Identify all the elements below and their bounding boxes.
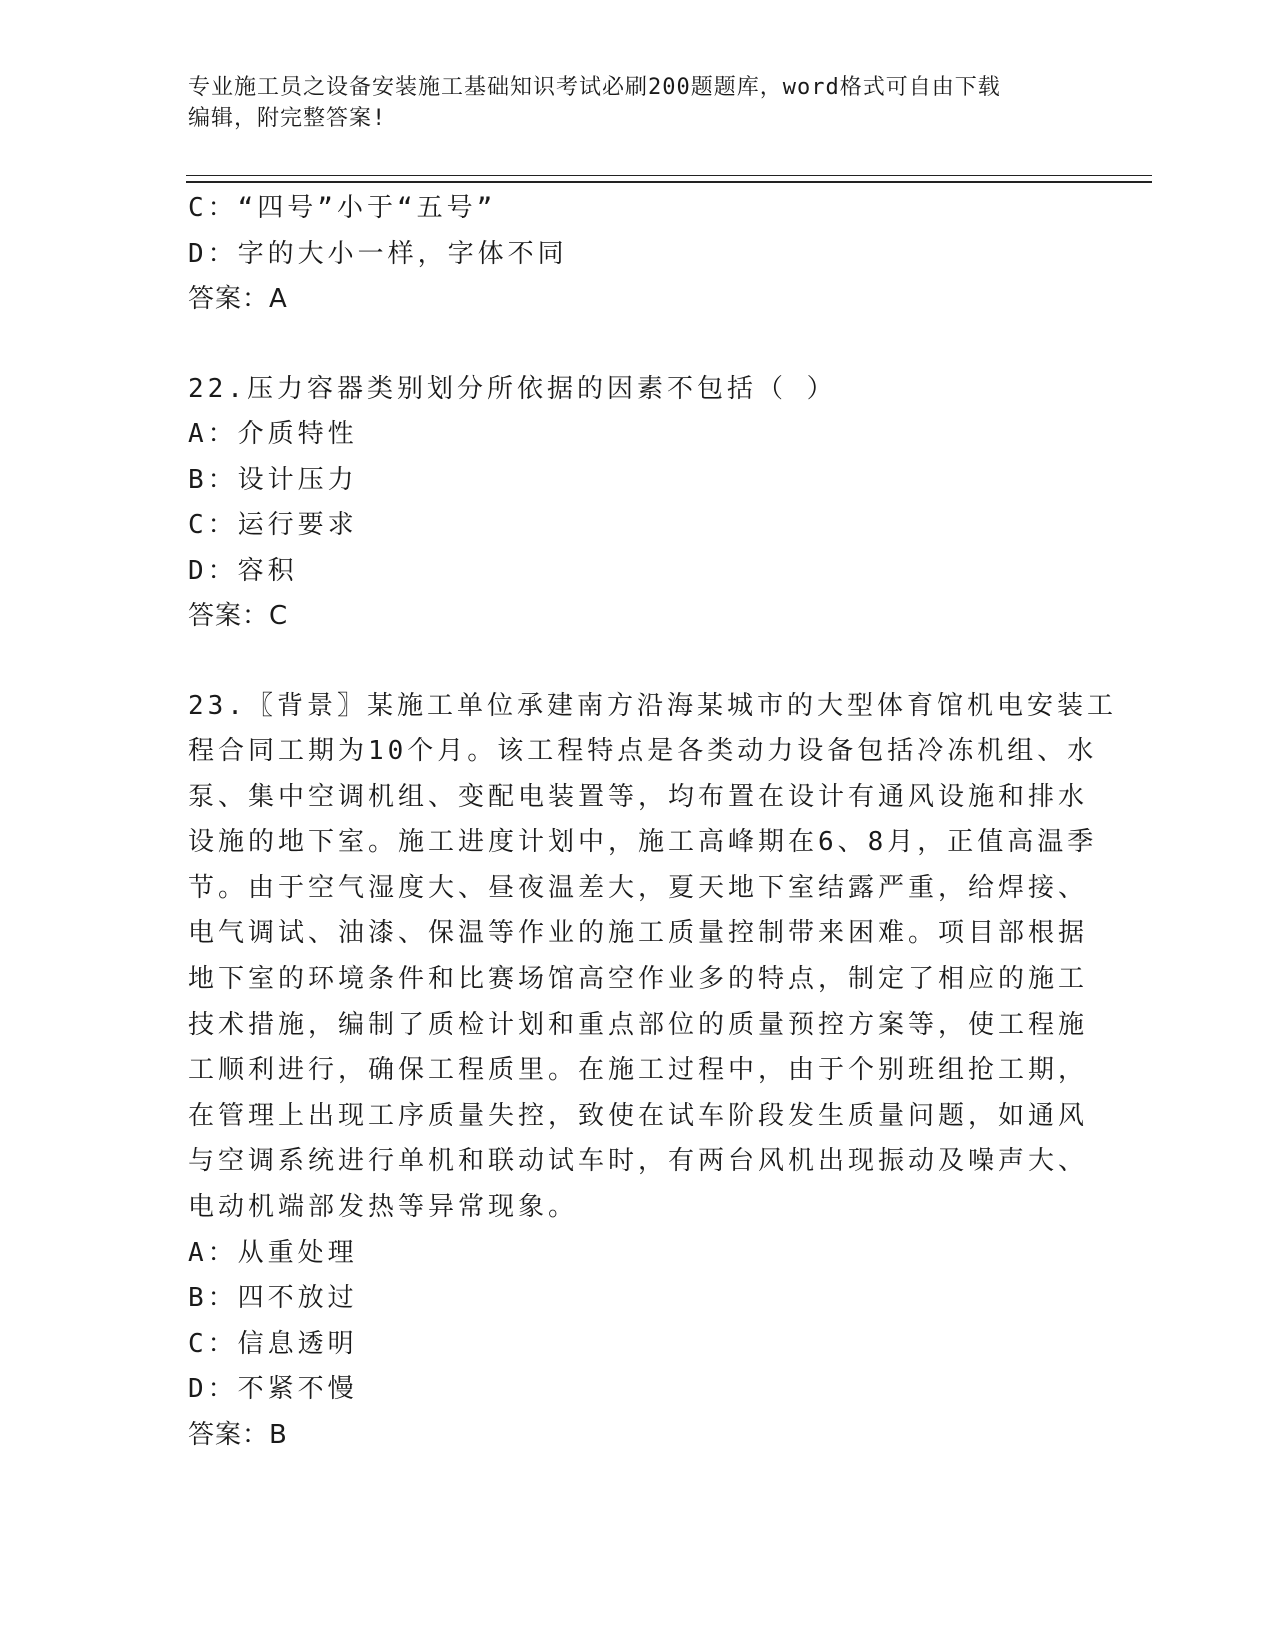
question-21-fragment [188, 186, 1088, 323]
option-a: A：从重处理 [188, 1237, 358, 1268]
stem-line: 节。由于空气湿度大、昼夜温差大，夏天地下室结露严重，给焊接、 [188, 872, 1089, 903]
stem-line: 程合同工期为10个月。该工程特点是各类动力设备包括冷冻机组、水 [188, 736, 1098, 767]
answer-line: 答案：C [188, 601, 289, 631]
header-divider [186, 175, 1152, 183]
stem-line: 23.〖背景〗某施工单位承建南方沿海某城市的大型体育馆机电安装工 [188, 690, 1117, 721]
answer-line: 答案：A [188, 284, 288, 314]
stem-line: 技术措施，编制了质检计划和重点部位的质量预控方案等，使工程施 [188, 1009, 1089, 1040]
question-stem: 22.压力容器类别划分所依据的因素不包括（ ） [188, 373, 837, 404]
stem-line: 地下室的环境条件和比赛场馆高空作业多的特点，制定了相应的施工 [188, 964, 1089, 995]
stem-line: 泵、集中空调机组、变配电装置等，均布置在设计有通风设施和排水 [188, 781, 1089, 812]
question-content [188, 186, 1117, 1458]
header-title-line-2: 编辑，附完整答案! [188, 106, 387, 131]
stem-line: 设施的地下室。施工进度计划中，施工高峰期在6、8月，正值高温季 [188, 827, 1098, 858]
option-b: B：四不放过 [188, 1283, 358, 1314]
option-c: C：运行要求 [188, 510, 358, 540]
stem-line: 电气调试、油漆、保温等作业的施工质量控制带来困难。项目部根据 [188, 918, 1089, 949]
stem-line: 在管理上出现工序质量失控，致使在试车阶段发生质量问题，如通风 [188, 1100, 1089, 1131]
stem-line: 电动机端部发热等异常现象。 [188, 1192, 579, 1223]
header-title-line-1: 专业施工员之设备安装施工基础知识考试必刷200题题库，word格式可自由下载 [188, 75, 1001, 100]
question-22 [188, 367, 1088, 640]
stem-line: 与空调系统进行单机和联动试车时，有两台风机出现振动及噪声大、 [188, 1146, 1089, 1177]
option-c: C：“四号”小于“五号” [188, 193, 497, 223]
answer-line: 答案：B [188, 1419, 288, 1450]
option-a: A：介质特性 [188, 419, 358, 449]
page-header [188, 72, 1068, 134]
option-b: B：设计压力 [188, 464, 358, 495]
option-c: C：信息透明 [188, 1328, 358, 1359]
option-d: D：容积 [188, 555, 298, 586]
option-d: D：不紧不慢 [188, 1374, 358, 1405]
question-stem [188, 684, 1117, 1231]
option-d: D：字的大小一样，字体不同 [188, 238, 568, 269]
question-23 [188, 684, 1117, 1459]
stem-line: 工顺利进行，确保工程质里。在施工过程中，由于个别班组抢工期， [188, 1055, 1089, 1086]
